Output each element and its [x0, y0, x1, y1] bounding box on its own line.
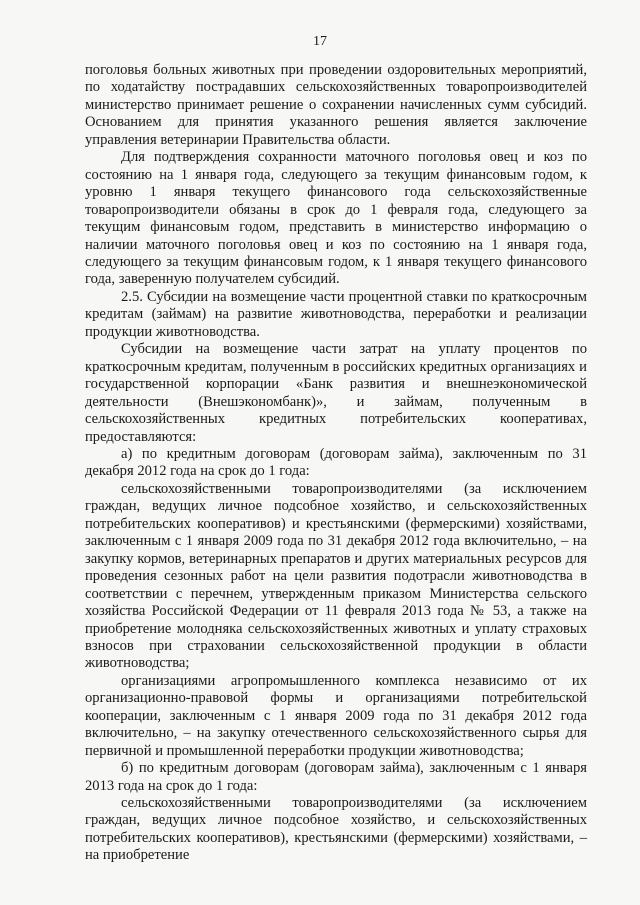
paragraph: б) по кредитным договорам (договорам займа), заключенным с 1 января 2013 года на срок до 1 года: [85, 760, 587, 794]
paragraph: поголовья больных животных при проведении оздоровительных мероприятий, по ходатайству пострадавших сельскохозяйственных товаропроизводителей министерство принимает решение о сохранении начисленных сумм субсидий. Основанием для принятия указанного решения является заключение управления ветеринарии Правительства области. [85, 62, 587, 148]
paragraph: организациями агропромышленного комплекса независимо от их организационно-правовой формы и организациями потребительской кооперации, заключенным с 1 января 2009 года по 31 декабря 2012 года включительно, – на закупку отечественного сельскохозяйственного сырья для первичной и промышленной переработки продукции животноводства; [85, 672, 587, 759]
document-body [85, 62, 587, 865]
paragraph: сельскохозяйственными товаропроизводителями (за исключением граждан, ведущих личное подсобное хозяйство, и сельскохозяйственных потребительских кооперативов) и крестьянскими (фермерскими) хозяйствами, заключенным с 1 января 2009 года по 31 декабря 2012 года включительно, – на закупку кормов, ветеринарных препаратов и других материальных ресурсов для проведения сезонных работ на цели развития подотрасли животноводства в соответствии с перечнем, утвержденным приказом Министерства сельского хозяйства Российской Федерации от 11 февраля 2013 года № 53, а также на приобретение молодняка сельскохозяйственных животных и уплату страховых взносов при страховании сельскохозяйственной продукции в области животноводства; [85, 480, 587, 672]
paragraph: 2.5. Субсидии на возмещение части процентной ставки по краткосрочным кредитам (займам) на развитие животноводства, переработки и реализации продукции животноводства. [85, 288, 587, 340]
paragraph: а) по кредитным договорам (договорам займа), заключенным по 31 декабря 2012 года на срок до 1 года: [85, 445, 587, 480]
paragraph: Для подтверждения сохранности маточного поголовья овец и коз по состоянию на 1 января года, следующего за текущим финансовым годом, к уровню 1 января текущего финансового года сельскохозяйственные товаропроизводители обязаны в срок до 1 февраля года, следующего за текущим финансовым годом, представить в министерство информацию о наличии маточного поголовья овец и коз по состоянию на 1 января года, следующего за текущим финансовым годом, к 1 января текущего финансового года, заверенную получателем субсидий. [85, 149, 587, 288]
page-number: 17 [313, 34, 327, 49]
paragraph: Субсидии на возмещение части затрат на уплату процентов по краткосрочным кредитам, полученным в российских кредитных организациях и государственной корпорации «Банк развития и внешнеэкономической деятельности (Внешэкономбанк)», и займам, полученным в сельскохозяйственных кредитных потребительских кооперативах, предоставляются: [85, 341, 587, 445]
paragraph: сельскохозяйственными товаропроизводителями (за исключением граждан, ведущих личное подсобное хозяйство, и сельскохозяйственных потребительских кооперативов), крестьянскими (фермерскими) хозяйствами, – на приобретение [85, 795, 587, 864]
